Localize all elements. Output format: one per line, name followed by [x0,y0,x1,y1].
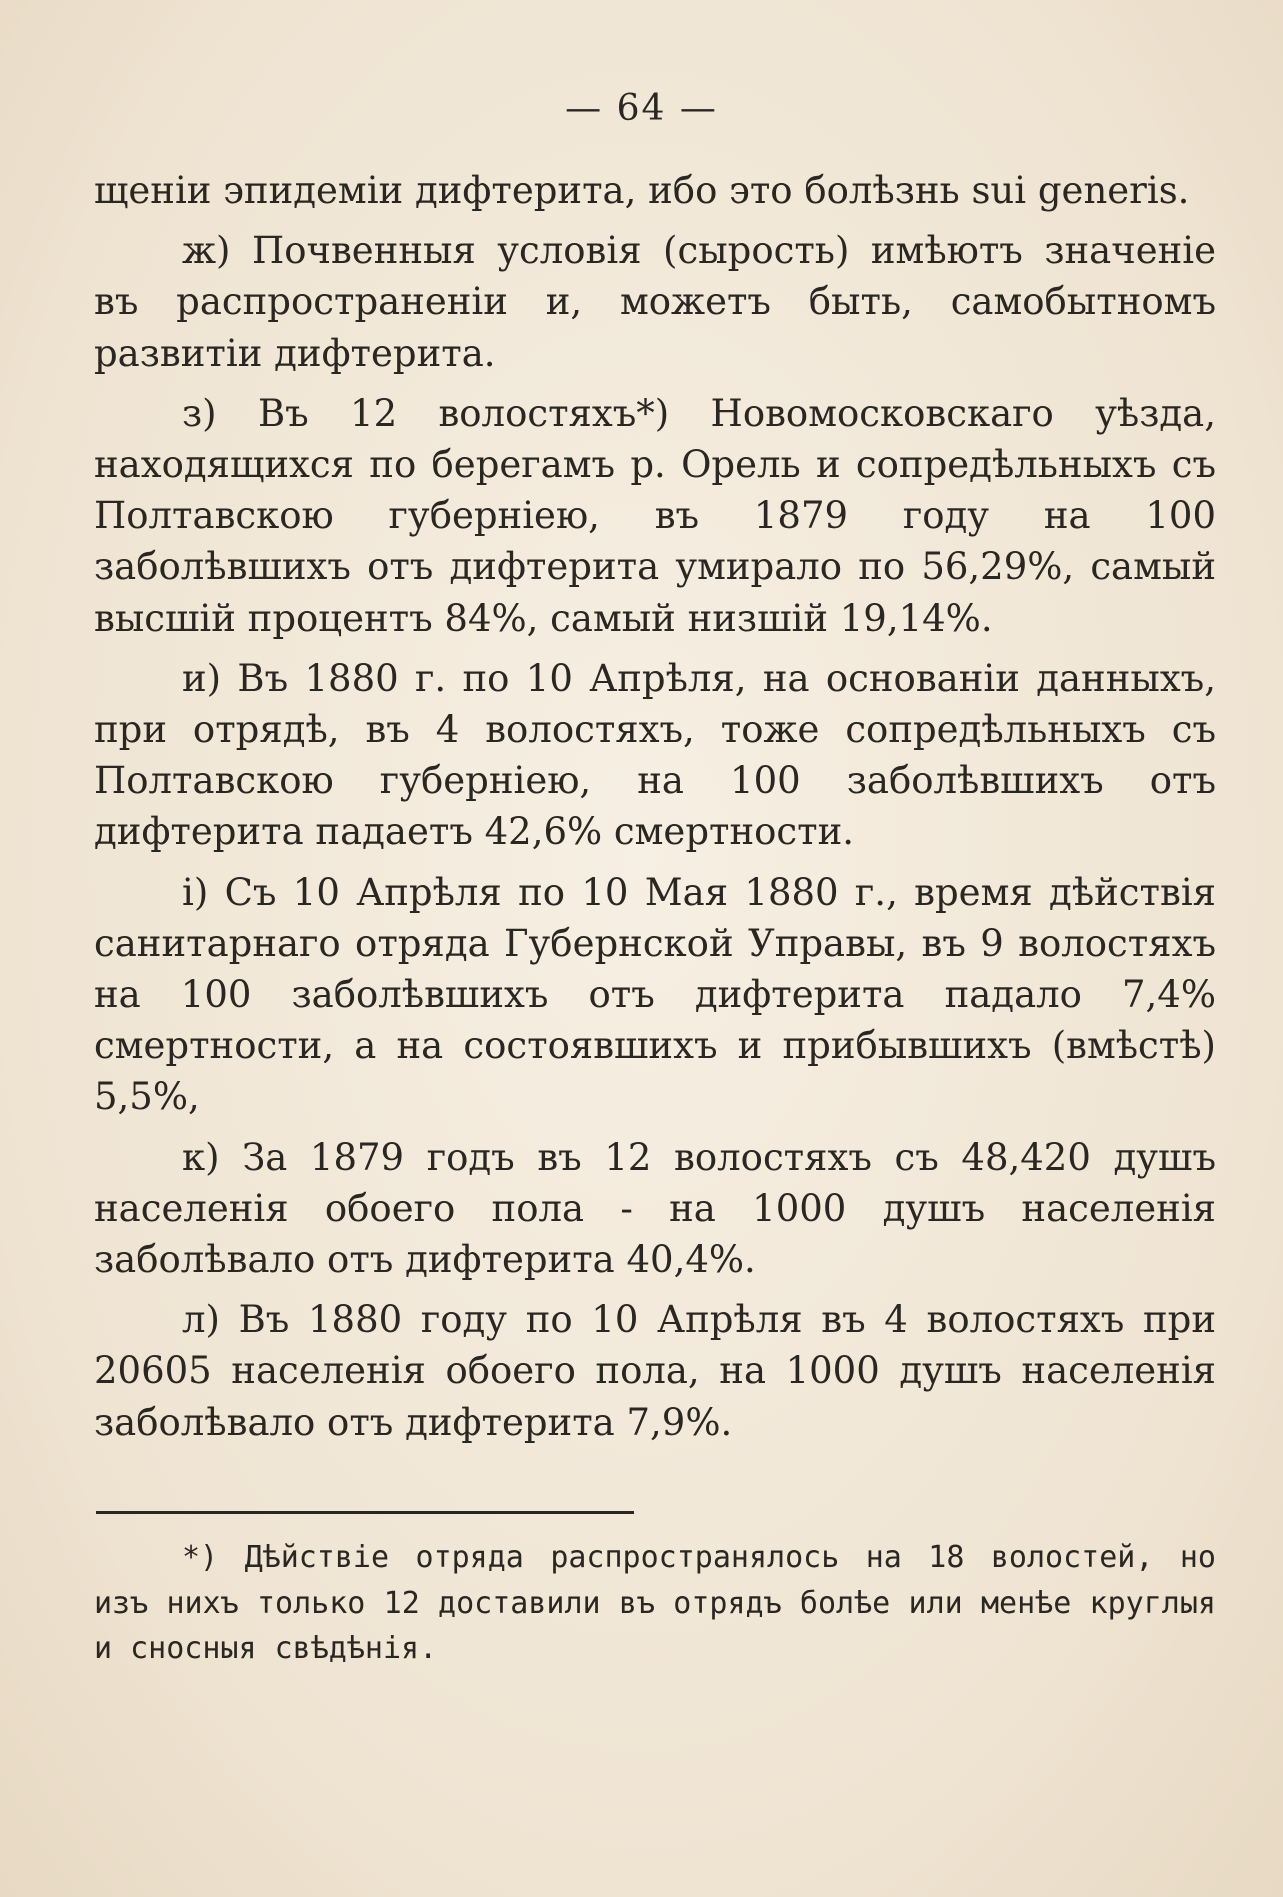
paragraph-i-decimal: i) Съ 10 Апрѣля по 10 Мая 1880 г., время дѣйствiя санитарнаго отряда Губернской Управы, въ 9 волостяхъ на 100 заболѣвшихъ отъ дифтерита падало 7,4% смертности, а на состоявшихъ и прибывшихъ (вмѣстѣ) 5,5%, [94,870,1216,1119]
paragraph-l: л) Въ 1880 году по 10 Апрѣля въ 4 волостяхъ при 20605 населенiя обоего пола, на 1000 душъ населенiя заболѣвало отъ дифтерита 7,9%. [94,1298,1216,1444]
main-text [94,165,1216,1448]
paragraph-zh: ж) Почвенныя условiя (сырость) имѣютъ значенiе въ распространенiи и, можетъ быть, самобытномъ развитiи дифтерита. [94,229,1216,375]
footnote [94,1535,1216,1672]
page-number: — 64 — [565,88,718,129]
footnote-text: *) Дѣйствiе отряда распространялось на 18 волостей, но изъ нихъ только 12 доставили въ отрядъ болѣе или менѣе круглыя и сносныя свѣдѣнiя. [94,1540,1216,1666]
footnote-divider [96,1511,634,1514]
paragraph-k: к) За 1879 годъ въ 12 волостяхъ съ 48,420 душъ населенiя обоего пола - на 1000 душъ населенiя заболѣвало отъ дифтерита 40,4%. [94,1135,1216,1282]
paragraph-i: и) Въ 1880 г. по 10 Апрѣля, на основанiи данныхъ, при отрядѣ, въ 4 волостяхъ, тоже сопредѣльныхъ съ Полтавскою губернiею, на 100 заболѣвшихъ отъ дифтерита падаетъ 42,6% смертности. [94,656,1216,854]
paragraph-z: з) Въ 12 волостяхъ*) Новомосковскаго уѣзда, находящихся по берегамъ р. Орель и сопредѣльныхъ съ Полтавскою губернiею, въ 1879 году на 100 заболѣвшихъ отъ дифтерита умирало по 56,29%, самый высшiй процентъ 84%, самый низшiй 19,14%. [94,391,1216,640]
paragraph-continuation: щенiи эпидемiи дифтерита, ибо это болѣзнь sui generis. [94,169,1190,212]
